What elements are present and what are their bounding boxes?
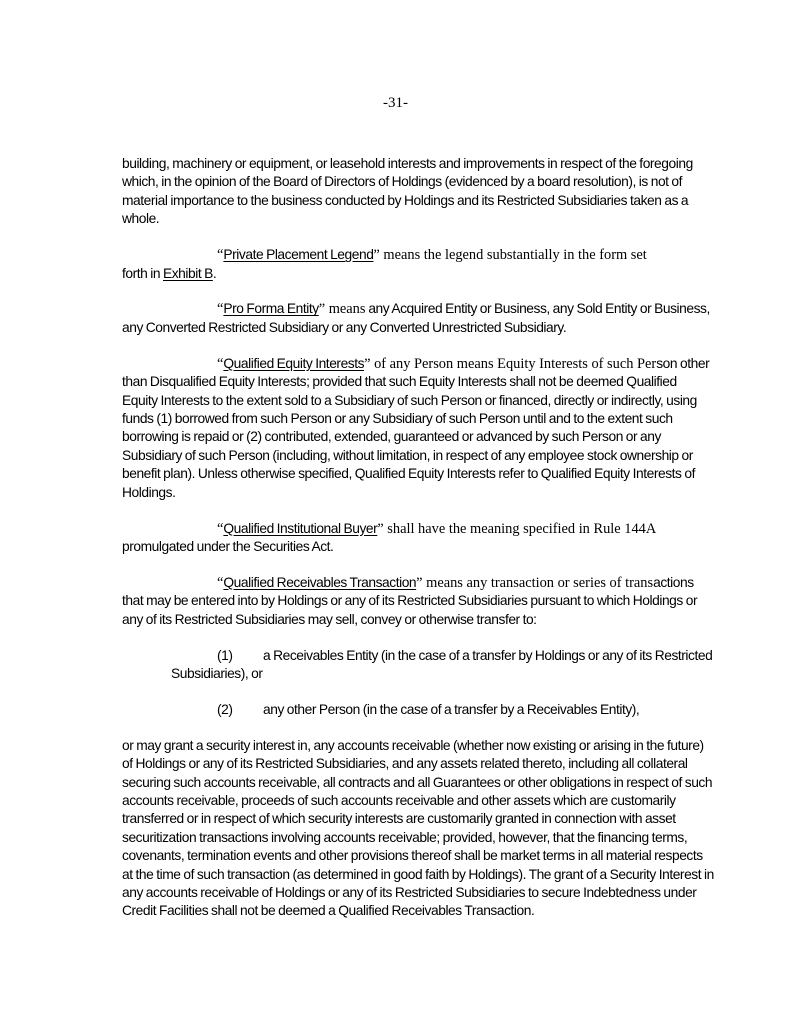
open-quote: “ [217,574,224,591]
list-text: any other Person (in the case of a transfer by a Receivables Entity), [263,701,640,717]
open-quote: “ [217,247,224,264]
definition-text: forth in [122,265,163,281]
defined-term: Qualified Equity Interests [223,355,365,371]
defined-term: Private Placement Legend [223,247,374,263]
open-quote: “ [217,355,224,372]
exhibit-reference: Exhibit B [162,265,213,281]
list-item [122,647,714,684]
open-quote: “ [217,301,224,318]
definition-private-placement-legend [122,246,714,283]
defined-term: Qualified Institutional Buyer [223,520,378,536]
paragraph-continuation: building, machinery or equipment, or leasehold interests and improvements in respect of the foregoing which, in the opinion of the Board of Directors of Holdings (evidenced by a board resolution), is not of material importance to the business conducted by Holdings and its Restricted Subsidiaries taken as a whole. [122,156,693,227]
definition-text: promulgated under the Securities Act. [122,538,334,554]
paragraph-closing: or may grant a security interest in, any accounts receivable (whether now existing or arising in the future) of Holdings or any of its Restricted Subsidiaries, and any assets related thereto, including all collateral securing such accounts receivable, all contracts and all Guarantees or other obligations in respect of such accounts receivable, proceeds of such accounts receivable and other assets which are customarily transferred or in respect of which security interests are customarily granted in connection with asset securitization transactions involving accounts receivable; provided, however, that the financing terms, covenants, termination events and other provisions thereof shall be market terms in all material respects at the time of such transaction (as determined in good faith by Holdings). The grant of a Security Interest in any accounts receivable of Holdings or any of its Restricted Subsidiaries to secure Indebtedness under Credit Facilities shall not be deemed a Qualified Receivables Transaction. [122,737,714,919]
definition-qualified-institutional-buyer [122,520,714,557]
document-body [122,155,714,938]
list-number: (2) [217,701,233,717]
definition-text-end: . [212,265,217,281]
list-number: (1) [217,647,233,663]
definition-lead: ” means the legend substantially in the form set [373,247,647,264]
definition-lead: ” means any transaction or series of trans [416,574,654,591]
definition-text: son other than Disqualified Equity Interests; provided that such Equity Interests shall not be deemed Qualified Equity Interests to the extent sold to a Subsidiary of such Person or financed, directly or indirectly, using funds (1) borrowed from such Person or any Subsidiary of such Person until and to the extent such borrowing is repaid or (2) contributed, extended, guaranteed or advanced by such Person or any Subsidiary of such Person (including, without limitation, in respect of any employee stock ownership or benefit plan). Unless otherwise specified, Qualified Equity Interests refer to Qualified Equity Interests of Holdings. [122,355,710,500]
page-number: -31- [383,95,408,111]
defined-term: Qualified Receivables Transaction [223,574,417,590]
definition-lead: ” means [318,301,366,318]
list-text: a Receivables Entity (in the case of a transfer by Holdings or any of its Restricted Subsidiaries), or [171,647,713,681]
definition-pro-forma-entity [122,300,714,337]
open-quote: “ [217,520,224,537]
defined-term: Pro Forma Entity [223,301,319,317]
definition-lead: ” shall have the meaning specified in Rule 144A [377,520,657,537]
definition-qualified-equity-interests [122,355,714,502]
definition-text: actions that may be entered into by Holdings or any of its Restricted Subsidiaries pursuant to which Holdings or any of its Restricted Subsidiaries may sell, convey or otherwise transfer to: [122,574,698,627]
definition-text: any Acquired Entity or Business, any Sold Entity or Business, any Converted Restricted Subsidiary or any Converted Unrestricted Subsidiary. [122,301,710,335]
definition-qualified-receivables-transaction [122,574,714,629]
list-item [122,701,714,719]
definition-lead: ” of any Person means Equity Interests of such Per [364,355,657,372]
